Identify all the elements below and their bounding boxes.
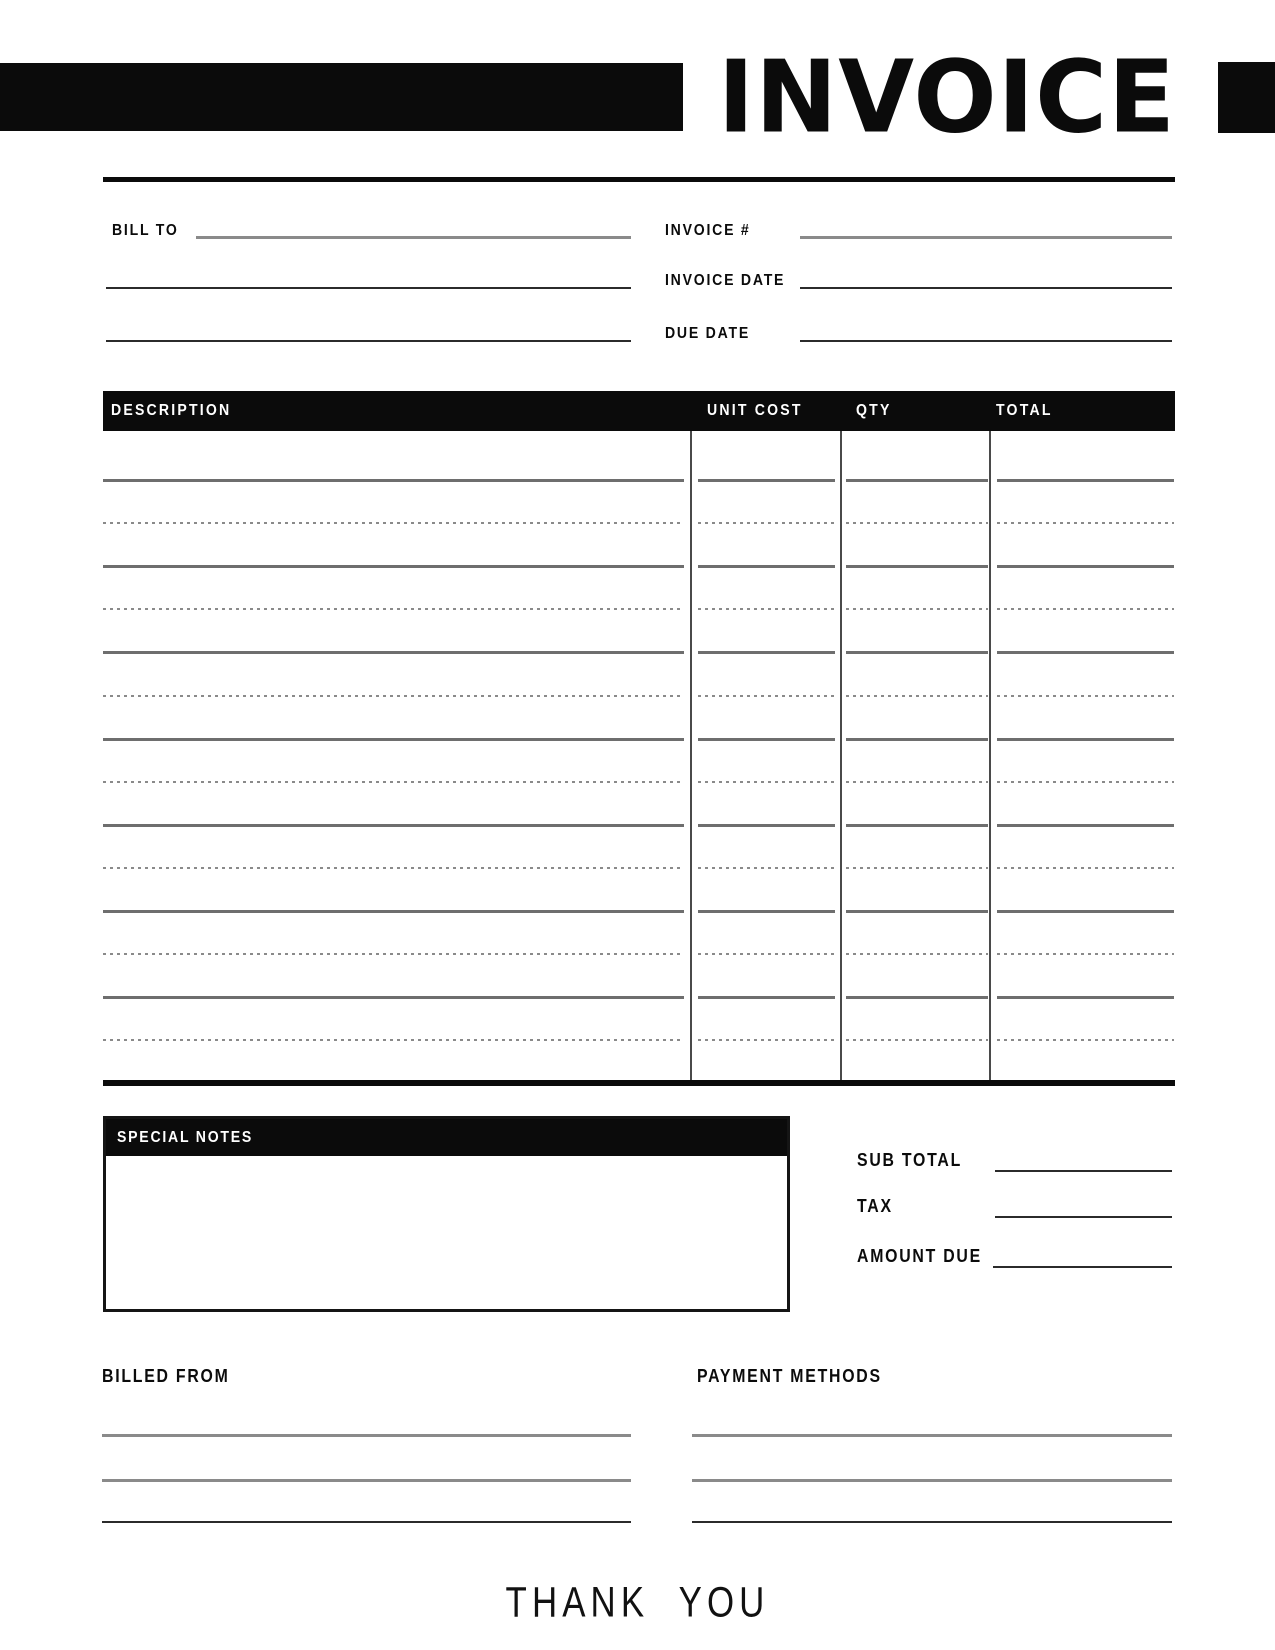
- item-description-line[interactable]: [103, 651, 684, 654]
- due-date-input-line[interactable]: [800, 340, 1172, 342]
- item-total-line: [997, 781, 1174, 783]
- item-unit-cost-line: [698, 867, 835, 869]
- item-total-line: [997, 953, 1174, 955]
- item-qty-line: [846, 953, 988, 955]
- item-total-line[interactable]: [997, 910, 1174, 913]
- item-qty-line[interactable]: [846, 996, 988, 999]
- special-notes-box: [103, 1116, 790, 1312]
- column-header-total: TOTAL: [996, 402, 1053, 419]
- item-unit-cost-line[interactable]: [698, 651, 835, 654]
- item-description-line: [103, 1039, 684, 1041]
- billed-from-line-2[interactable]: [102, 1479, 631, 1482]
- bill-to-address-line-3[interactable]: [106, 340, 631, 342]
- bill-to-address-line-2[interactable]: [106, 287, 631, 289]
- item-unit-cost-line[interactable]: [698, 565, 835, 568]
- item-unit-cost-line: [698, 953, 835, 955]
- item-description-line[interactable]: [103, 738, 684, 741]
- item-qty-line[interactable]: [846, 738, 988, 741]
- item-total-line[interactable]: [997, 738, 1174, 741]
- item-qty-line: [846, 608, 988, 610]
- item-description-line: [103, 695, 684, 697]
- item-total-line[interactable]: [997, 565, 1174, 568]
- sub-total-label: SUB TOTAL: [857, 1150, 963, 1170]
- billed-from-label: BILLED FROM: [102, 1366, 230, 1386]
- item-total-line[interactable]: [997, 824, 1174, 827]
- item-total-line[interactable]: [997, 479, 1174, 482]
- item-qty-line[interactable]: [846, 824, 988, 827]
- item-description-line: [103, 867, 684, 869]
- item-description-line: [103, 953, 684, 955]
- item-unit-cost-line: [698, 608, 835, 610]
- payment-methods-line-3[interactable]: [692, 1521, 1172, 1523]
- special-notes-label: SPECIAL NOTES: [117, 1128, 254, 1146]
- payment-methods-label: PAYMENT METHODS: [697, 1366, 882, 1386]
- header-black-bar: [0, 63, 683, 131]
- item-qty-line: [846, 695, 988, 697]
- tax-input-line[interactable]: [995, 1216, 1172, 1218]
- amount-due-input-line[interactable]: [993, 1266, 1172, 1268]
- invoice-number-label: INVOICE #: [665, 222, 751, 239]
- item-qty-line[interactable]: [846, 910, 988, 913]
- item-total-line: [997, 522, 1174, 524]
- item-unit-cost-line[interactable]: [698, 996, 835, 999]
- item-unit-cost-line: [698, 1039, 835, 1041]
- item-qty-line: [846, 522, 988, 524]
- item-description-line: [103, 522, 684, 524]
- bill-to-input-line[interactable]: [196, 236, 631, 239]
- item-unit-cost-line[interactable]: [698, 910, 835, 913]
- thank-you-message: THANK YOU: [505, 1577, 770, 1627]
- item-total-line: [997, 867, 1174, 869]
- column-header-description: DESCRIPTION: [111, 402, 232, 419]
- item-unit-cost-line: [698, 695, 835, 697]
- column-header-unit-cost: UNIT COST: [707, 402, 803, 419]
- payment-methods-line-1[interactable]: [692, 1434, 1172, 1437]
- item-total-line: [997, 1039, 1174, 1041]
- invoice-date-label: INVOICE DATE: [665, 272, 786, 289]
- item-qty-line[interactable]: [846, 565, 988, 568]
- special-notes-input-area[interactable]: [106, 1156, 787, 1309]
- billed-from-line-1[interactable]: [102, 1434, 631, 1437]
- payment-methods-line-2[interactable]: [692, 1479, 1172, 1482]
- item-description-line[interactable]: [103, 910, 684, 913]
- item-unit-cost-line[interactable]: [698, 824, 835, 827]
- item-total-line: [997, 608, 1174, 610]
- item-unit-cost-line: [698, 522, 835, 524]
- billed-from-line-3[interactable]: [102, 1521, 631, 1523]
- item-description-line: [103, 781, 684, 783]
- item-total-line: [997, 695, 1174, 697]
- item-description-line[interactable]: [103, 479, 684, 482]
- column-header-qty: QTY: [856, 402, 892, 419]
- due-date-label: DUE DATE: [665, 325, 751, 342]
- item-qty-line: [846, 1039, 988, 1041]
- page-title: INVOICE: [717, 39, 1176, 157]
- item-description-line: [103, 608, 684, 610]
- header-rule: [103, 177, 1175, 182]
- amount-due-label: AMOUNT DUE: [857, 1246, 982, 1266]
- sub-total-input-line[interactable]: [995, 1170, 1172, 1172]
- items-rows: [103, 431, 1175, 1080]
- item-qty-line[interactable]: [846, 651, 988, 654]
- tax-label: TAX: [857, 1196, 893, 1216]
- item-qty-line: [846, 867, 988, 869]
- item-total-line[interactable]: [997, 651, 1174, 654]
- items-table-bottom-rule: [103, 1080, 1175, 1086]
- item-total-line[interactable]: [997, 996, 1174, 999]
- invoice-date-input-line[interactable]: [800, 287, 1172, 289]
- item-description-line[interactable]: [103, 565, 684, 568]
- item-unit-cost-line[interactable]: [698, 738, 835, 741]
- item-unit-cost-line: [698, 781, 835, 783]
- header-black-square: [1218, 62, 1275, 133]
- item-description-line[interactable]: [103, 996, 684, 999]
- special-notes-header: [106, 1119, 787, 1156]
- item-qty-line[interactable]: [846, 479, 988, 482]
- bill-to-label: BILL TO: [112, 222, 179, 239]
- item-description-line[interactable]: [103, 824, 684, 827]
- invoice-number-input-line[interactable]: [800, 236, 1172, 239]
- item-qty-line: [846, 781, 988, 783]
- item-unit-cost-line[interactable]: [698, 479, 835, 482]
- items-table-header: [103, 391, 1175, 431]
